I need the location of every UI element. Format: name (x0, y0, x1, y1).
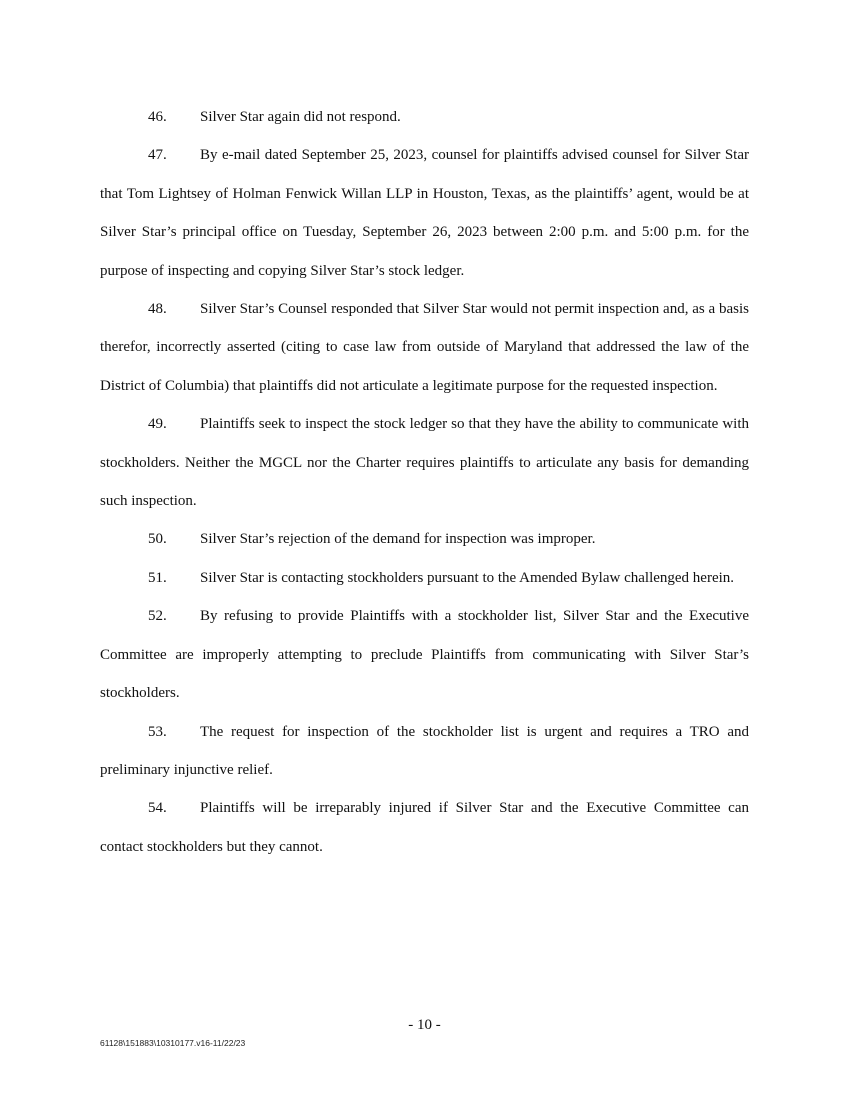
paragraph-text: By e-mail dated September 25, 2023, counsel for plaintiffs advised counsel for Silver Star that Tom Lightsey of Holman Fenwick Willan LLP in Houston, Texas, as the plaintiffs’ agent, would be at Silver Star’s principal office on Tuesday, September 26, 2023 between 2:00 p.m. and 5:00 p.m. for the purpose of inspecting and copying Silver Star’s stock ledger. (100, 147, 749, 279)
paragraph-number: 51. (148, 569, 167, 586)
paragraph-number: 47. (148, 147, 167, 164)
paragraph-46 (100, 98, 749, 136)
document-body (100, 98, 749, 866)
paragraph-text: Silver Star’s Counsel responded that Silver Star would not permit inspection and, as a basis therefor, incorrectly asserted (citing to case law from outside of Maryland that addressed the law of the District of Columbia) that plaintiffs did not articulate a legitimate purpose for the requested inspection. (100, 301, 749, 394)
paragraph-text: Plaintiffs will be irreparably injured if Silver Star and the Executive Committee can contact stockholders but they cannot. (100, 800, 749, 855)
paragraph-52 (100, 597, 749, 712)
paragraph-number: 48. (148, 301, 167, 318)
paragraph-50 (100, 520, 749, 558)
paragraph-text: Silver Star is contacting stockholders pursuant to the Amended Bylaw challenged herein. (200, 569, 735, 586)
paragraph-51 (100, 559, 749, 597)
paragraph-text: Silver Star again did not respond. (200, 109, 401, 125)
paragraph-text: The request for inspection of the stockholder list is urgent and requires a TRO and preliminary injunctive relief. (100, 723, 749, 778)
paragraph-number: 53. (148, 723, 167, 740)
paragraph-number: 50. (148, 531, 167, 548)
document-id-footer: 61128\151883\10310177.v16-11/22/23 (100, 1038, 246, 1048)
paragraph-47 (100, 136, 749, 290)
paragraph-54 (100, 789, 749, 866)
page-number: - 10 - (408, 1017, 441, 1033)
paragraph-number: 49. (148, 416, 167, 433)
paragraph-text: Plaintiffs seek to inspect the stock ledger so that they have the ability to communicate with stockholders. Neither the MGCL nor the Charter requires plaintiffs to articulate any basis for demanding such inspection. (100, 416, 749, 510)
paragraph-48 (100, 290, 749, 405)
paragraph-number: 54. (148, 800, 167, 817)
paragraph-number: 52. (148, 608, 167, 625)
paragraph-text: Silver Star’s rejection of the demand for inspection was improper. (200, 531, 596, 548)
paragraph-49 (100, 405, 749, 520)
paragraph-number: 46. (148, 109, 167, 125)
paragraph-53 (100, 713, 749, 790)
paragraph-text: By refusing to provide Plaintiffs with a stockholder list, Silver Star and the Executive Committee are improperly attempting to preclude Plaintiffs from communicating with Silver Star’s stockholders. (100, 608, 749, 702)
